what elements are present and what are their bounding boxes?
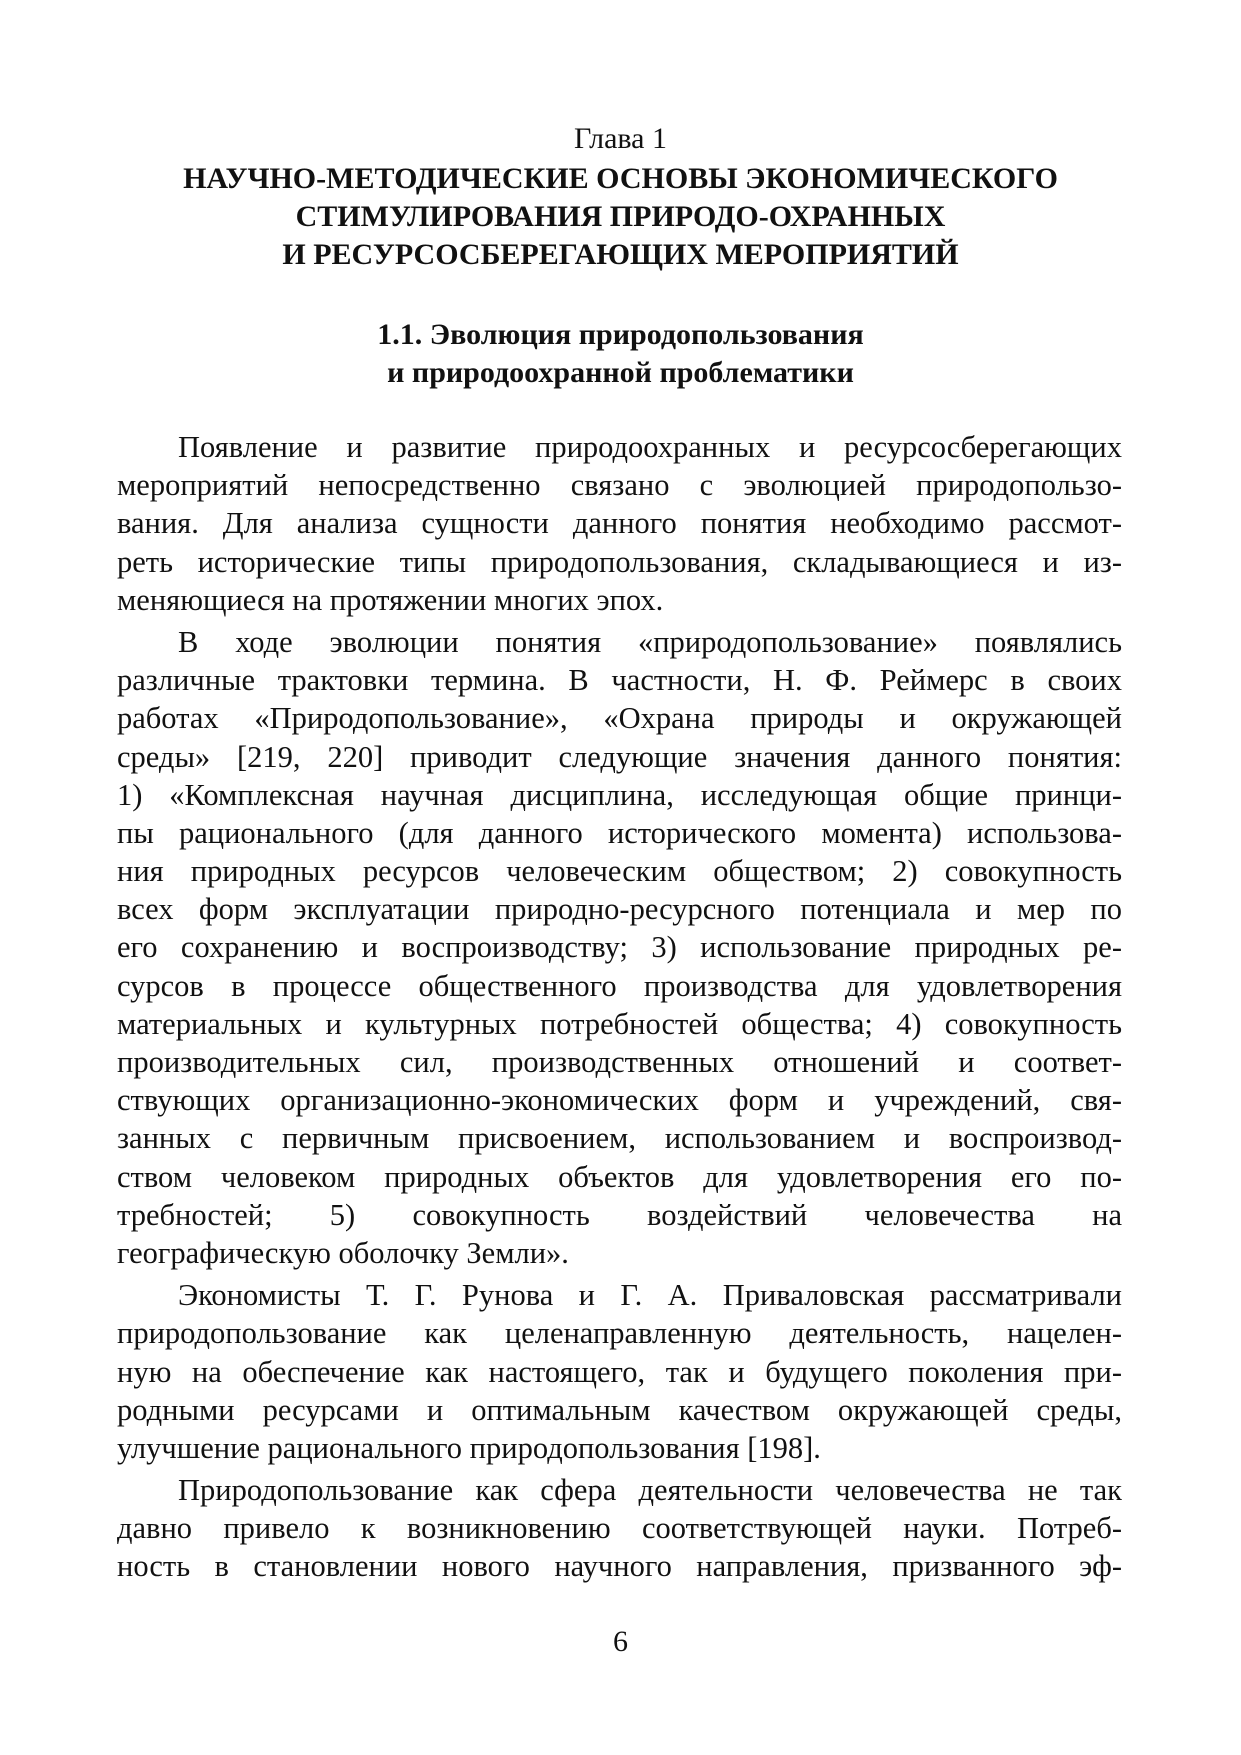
- text-line: работах «Природопользование», «Охрана природы и окружающей: [117, 701, 1122, 736]
- page-number: 6: [613, 1625, 628, 1658]
- body-text: [117, 428, 1122, 1586]
- text-line: природопользование как целенаправленную деятельность, нацелен-: [117, 1316, 1122, 1351]
- paragraph: [117, 623, 1122, 1272]
- text-line: 1) «Комплексная научная дисциплина, исследующая общие принци-: [117, 777, 1122, 812]
- text-line: ную на обеспечение как настоящего, так и будущего поколения при-: [117, 1354, 1122, 1389]
- text-line: его сохранению и воспроизводству; 3) использование природных ре-: [117, 930, 1122, 965]
- paragraph: [117, 428, 1122, 619]
- chapter-title-line: НАУЧНО-МЕТОДИЧЕСКИЕ ОСНОВЫ ЭКОНОМИЧЕСКОГО: [183, 162, 1058, 195]
- text-line: реть исторические типы природопользования, складывающиеся и из-: [117, 544, 1122, 579]
- text-line: Экономисты Т. Г. Рунова и Г. А. Приваловская рассматривали: [178, 1278, 1122, 1313]
- text-line: мероприятий непосредственно связано с эволюцией природопользо-: [117, 468, 1122, 503]
- text-line: В ходе эволюции понятия «природопользование» появлялись: [178, 624, 1122, 659]
- text-line: Появление и развитие природоохранных и ресурсосберегающих: [178, 430, 1122, 464]
- text-line: среды» [219, 220] приводит следующие значения данного понятия:: [117, 739, 1122, 774]
- text-line: давно привело к возникновению соответствующей науки. Потреб-: [117, 1511, 1122, 1546]
- text-line: ствующих организационно-экономических форм и учреждений, свя-: [117, 1083, 1122, 1118]
- chapter-title: [0, 160, 1241, 274]
- text-line: материальных и культурных потребностей общества; 4) совокупность: [117, 1006, 1122, 1041]
- text-line: улучшение рационального природопользования [198].: [117, 1430, 821, 1465]
- chapter-label: Глава 1: [574, 122, 667, 155]
- text-line: сурсов в процессе общественного производства для удовлетворения: [117, 968, 1122, 1003]
- chapter-title-line: СТИМУЛИРОВАНИЯ ПРИРОДО-ОХРАННЫХ: [295, 200, 946, 233]
- text-line: Природопользование как сфера деятельности человечества не так: [178, 1473, 1122, 1508]
- text-line: занных с первичным присвоением, использованием и воспроизвод-: [117, 1121, 1122, 1156]
- text-line: всех форм эксплуатации природно-ресурсного потенциала и мер по: [117, 892, 1122, 927]
- paragraph: [117, 1471, 1122, 1586]
- paragraph: [117, 1276, 1122, 1467]
- text-line: родными ресурсами и оптимальным качеством окружающей среды,: [117, 1392, 1122, 1427]
- section-title-line: 1.1. Эволюция природопользования: [377, 318, 864, 351]
- text-line: вания. Для анализа сущности данного понятия необходимо рассмот-: [117, 506, 1122, 541]
- section-title: [0, 316, 1241, 392]
- text-line: требностей; 5) совокупность воздействий человечества на: [117, 1197, 1122, 1232]
- text-line: ния природных ресурсов человеческим обществом; 2) совокупность: [117, 854, 1122, 889]
- text-line: ством человеком природных объектов для удовлетворения его по-: [117, 1159, 1122, 1194]
- section-title-line: и природоохранной проблематики: [387, 356, 854, 389]
- text-line: меняющиеся на протяжении многих эпох.: [117, 582, 664, 617]
- text-line: географическую оболочку Земли».: [117, 1235, 569, 1270]
- text-line: различные трактовки термина. В частности, Н. Ф. Реймерс в своих: [117, 663, 1122, 698]
- text-line: пы рационального (для данного исторического момента) использова-: [117, 815, 1122, 850]
- chapter-title-line: И РЕСУРСОСБЕРЕГАЮЩИХ МЕРОПРИЯТИЙ: [282, 238, 959, 271]
- text-line: производительных сил, производственных отношений и соответ-: [117, 1045, 1122, 1079]
- text-line: ность в становлении нового научного направления, призванного эф-: [117, 1549, 1122, 1584]
